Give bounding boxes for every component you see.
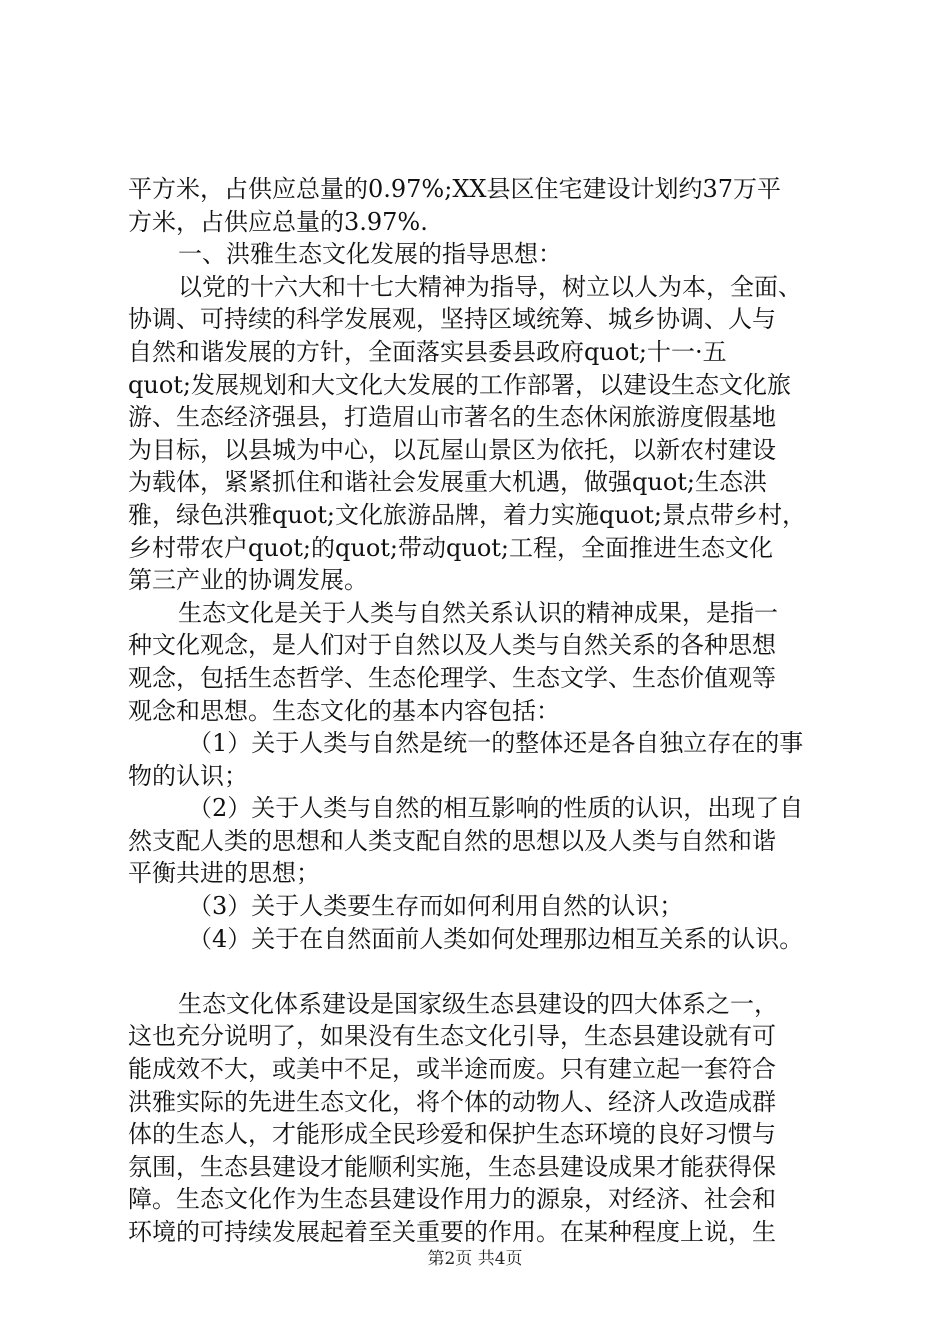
text-line: 氛围，生态县建设才能顺利实施，生态县建设成果才能获得保 — [128, 1152, 776, 1181]
list-item: （2）关于人类与自然的相互影响的性质的认识，出现了自 — [188, 794, 804, 823]
text-line: 观念，包括生态哲学、生态伦理学、生态文学、生态价值观等 — [128, 663, 776, 692]
text-line: 种文化观念，是人们对于自然以及人类与自然关系的各种思想 — [128, 631, 776, 660]
page-footer — [0, 1244, 950, 1269]
text-line: 生态文化是关于人类与自然关系认识的精神成果，是指一 — [178, 598, 778, 627]
text-line: quot;发展规划和大文化大发展的工作部署，以建设生态文化旅 — [128, 370, 791, 399]
list-item-continuation: 物的认识； — [128, 761, 248, 790]
text-line: 协调、可持续的科学发展观，坚持区域统筹、城乡协调、人与 — [128, 305, 776, 334]
page-number: 第2页 共4页 — [427, 1249, 523, 1269]
text-line: 为目标，以县城为中心，以瓦屋山景区为依托，以新农村建设 — [128, 435, 776, 464]
text-line: 以党的十六大和十七大精神为指导，树立以人为本，全面、 — [178, 272, 802, 301]
text-line: 障。生态文化作为生态县建设作用力的源泉，对经济、社会和 — [128, 1185, 776, 1214]
text-line: 观念和思想。生态文化的基本内容包括： — [128, 696, 560, 725]
text-line: 雅，绿色洪雅quot;文化旅游品牌，着力实施quot;景点带乡村， — [128, 500, 806, 529]
text-line: 方米，占供应总量的3.97%. — [128, 207, 428, 236]
list-item: （4）关于在自然面前人类如何处理那边相互关系的认识。 — [188, 924, 804, 953]
blank-line — [128, 955, 838, 988]
text-line: 环境的可持续发展起着至关重要的作用。在某种程度上说，生 — [128, 1218, 776, 1246]
text-line: 自然和谐发展的方针，全面落实县委县政府quot;十一·五 — [128, 337, 727, 366]
text-line: 能成效不大，或美中不足，或半途而废。只有建立起一套符合 — [128, 1055, 776, 1084]
text-line: 体的生态人，才能形成全民珍爱和保护生态环境的良好习惯与 — [128, 1120, 776, 1149]
text-line: 洪雅实际的先进生态文化，将个体的动物人、经济人改造成群 — [128, 1087, 776, 1116]
list-item: （1）关于人类与自然是统一的整体还是各自独立存在的事 — [188, 729, 804, 758]
body-text — [128, 173, 838, 1249]
list-item-continuation: 然支配人类的思想和人类支配自然的思想以及人类与自然和谐 — [128, 826, 776, 855]
text-line: 第三产业的协调发展。 — [128, 566, 368, 595]
text-line: 生态文化体系建设是国家级生态县建设的四大体系之一， — [178, 989, 778, 1018]
text-line: 乡村带农户quot;的quot;带动quot;工程，全面推进生态文化 — [128, 533, 773, 562]
text-line: 游、生态经济强县，打造眉山市著名的生态休闲旅游度假基地 — [128, 403, 776, 432]
text-line: 平方米，占供应总量的0.97%;XX县区住宅建设计划约37万平 — [128, 175, 782, 203]
text-line: 为载体，紧紧抓住和谐社会发展重大机遇，做强quot;生态洪 — [128, 468, 767, 497]
section-heading: 一、洪雅生态文化发展的指导思想： — [178, 240, 562, 269]
list-item: （3）关于人类要生存而如何利用自然的认识； — [188, 892, 684, 921]
list-item-continuation: 平衡共进的思想； — [128, 859, 320, 888]
text-line: 这也充分说明了，如果没有生态文化引导，生态县建设就有可 — [128, 1022, 776, 1051]
